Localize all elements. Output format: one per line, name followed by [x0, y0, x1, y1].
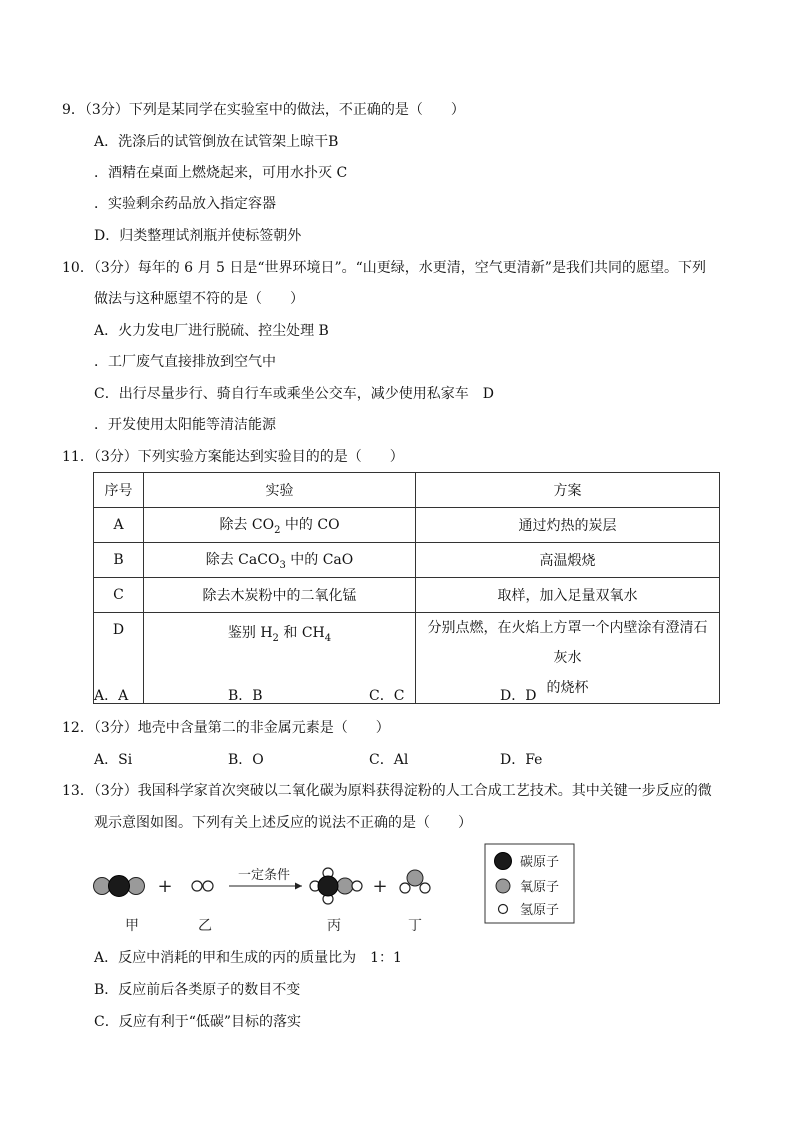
- question-13-option-b: B．反应前后各类原子的数目不变: [94, 982, 301, 998]
- oxygen-atom: [337, 878, 353, 894]
- molecule-ding: [400, 870, 430, 893]
- legend-hydrogen-label: 氢原子: [520, 903, 560, 918]
- question-10-option-d: ．开发使用太阳能等清洁能源: [94, 417, 276, 433]
- row-number: D: [94, 613, 144, 704]
- question-9-option-c: ．实验剩余药品放入指定容器: [94, 196, 276, 212]
- row-experiment: 除去 $CO_2$ 中的 CO: [144, 508, 416, 543]
- plus-sign: +: [157, 876, 173, 897]
- header-number: 序号: [94, 473, 144, 508]
- row-plan: 分别点燃，在火焰上方罩一个内壁涂有澄清石灰水 的烧杯: [416, 613, 720, 704]
- arrow-head-icon: [295, 883, 302, 890]
- molecule-jia: [94, 876, 145, 897]
- hydrogen-atom: [192, 881, 202, 891]
- row-plan: 通过灼热的炭层: [416, 508, 720, 543]
- molecule-yi: [192, 881, 213, 891]
- table-header-row: [94, 473, 720, 508]
- row-experiment: 除去 CaCO$_3$ 中的 CaO: [144, 543, 416, 578]
- question-10-option-a: A．火力发电厂进行脱硫、控尘处理 B: [94, 323, 329, 339]
- oxygen-atom: [128, 878, 145, 895]
- atom-legend: [485, 844, 574, 923]
- row-number: A: [94, 508, 144, 543]
- question-13-stem-line2: 观示意图如图。下列有关上述反应的说法不正确的是（ ）: [94, 815, 472, 831]
- question-11-option-c: C．C: [369, 688, 405, 704]
- row-experiment: 除去木炭粉中的二氧化锰: [144, 578, 416, 613]
- oxygen-atom: [94, 878, 111, 895]
- question-9-option-d: D．归类整理试剂瓶并使标签朝外: [94, 228, 302, 244]
- question-12-option-b: B．O: [228, 752, 264, 768]
- question-9-option-b: ．酒精在桌面上燃烧起来，可用水扑灭 C: [94, 165, 348, 181]
- hydrogen-atom: [400, 883, 410, 893]
- question-11-option-a: A．A: [94, 688, 129, 704]
- carbon-legend-icon: [495, 853, 512, 870]
- question-12-stem: 12．（3分）地壳中含量第二的非金属元素是（ ）: [62, 720, 390, 736]
- row-plan: 高温煅烧: [416, 543, 720, 578]
- oxygen-legend-icon: [496, 879, 510, 893]
- carbon-atom: [109, 876, 130, 897]
- question-12-option-a: A．Si: [94, 752, 133, 768]
- question-12-option-d: D．Fe: [500, 752, 543, 768]
- carbon-atom: [318, 876, 338, 896]
- question-9-stem: 9．（3分）下列是某同学在实验室中的做法，不正确的是（ ）: [62, 102, 465, 118]
- legend-carbon-label: 碳原子: [520, 855, 560, 870]
- table-row: [94, 613, 720, 704]
- question-11-stem: 11．（3分）下列实验方案能达到实验目的的是（ ）: [62, 449, 404, 465]
- question-12-option-c: C．Al: [369, 752, 409, 768]
- molecule-label-yi: 乙: [198, 918, 212, 934]
- row-experiment: 鉴别 $H_2$ 和 $CH_4$: [144, 613, 416, 704]
- question-10-stem-line2: 做法与这种愿望不符的是（ ）: [94, 291, 304, 307]
- question-13-option-a: A．反应中消耗的甲和生成的丙的质量比为 1：1: [94, 950, 402, 966]
- header-plan: 方案: [416, 473, 720, 508]
- question-11-option-b: B．B: [228, 688, 263, 704]
- hydrogen-atom: [203, 881, 213, 891]
- plus-sign: +: [372, 876, 388, 897]
- molecule-label-jia: 甲: [125, 918, 139, 934]
- oxygen-atom: [407, 870, 423, 886]
- reaction-diagram: [88, 842, 588, 942]
- question-13-option-c: C．反应有利于“低碳”目标的落实: [94, 1014, 302, 1030]
- question-13-stem-line1: 13．（3分）我国科学家首次突破以二氧化碳为原料获得淀粉的人工合成工艺技术。其中关键一步反应的微: [62, 783, 712, 799]
- table-row: [94, 578, 720, 613]
- table-row: [94, 543, 720, 578]
- row-number: C: [94, 578, 144, 613]
- experiment-table: [93, 472, 720, 704]
- row-plan: 取样，加入足量双氧水: [416, 578, 720, 613]
- question-9-option-a: A．洗涤后的试管倒放在试管架上晾干B: [94, 134, 339, 150]
- hydrogen-atom: [352, 881, 362, 891]
- question-10-option-c: C．出行尽量步行、骑自行车或乘坐公交车，减少使用私家车 D: [94, 386, 494, 402]
- table-row: [94, 508, 720, 543]
- molecule-label-bing: 丙: [327, 918, 341, 934]
- hydrogen-legend-icon: [499, 905, 508, 914]
- molecule-label-ding: 丁: [408, 918, 422, 934]
- molecule-bing: [310, 868, 362, 904]
- legend-oxygen-label: 氧原子: [520, 880, 560, 895]
- question-11-option-d: D．D: [500, 688, 537, 704]
- question-10-stem-line1: 10．（3分）每年的 6 月 5 日是“世界环境日”。“山更绿，水更清，空气更清新”是我们共同的愿望。下列: [62, 260, 706, 276]
- hydrogen-atom: [420, 883, 430, 893]
- question-10-option-b: ．工厂废气直接排放到空气中: [94, 354, 276, 370]
- reaction-condition: 一定条件: [237, 868, 291, 883]
- header-experiment: 实验: [144, 473, 416, 508]
- row-number: B: [94, 543, 144, 578]
